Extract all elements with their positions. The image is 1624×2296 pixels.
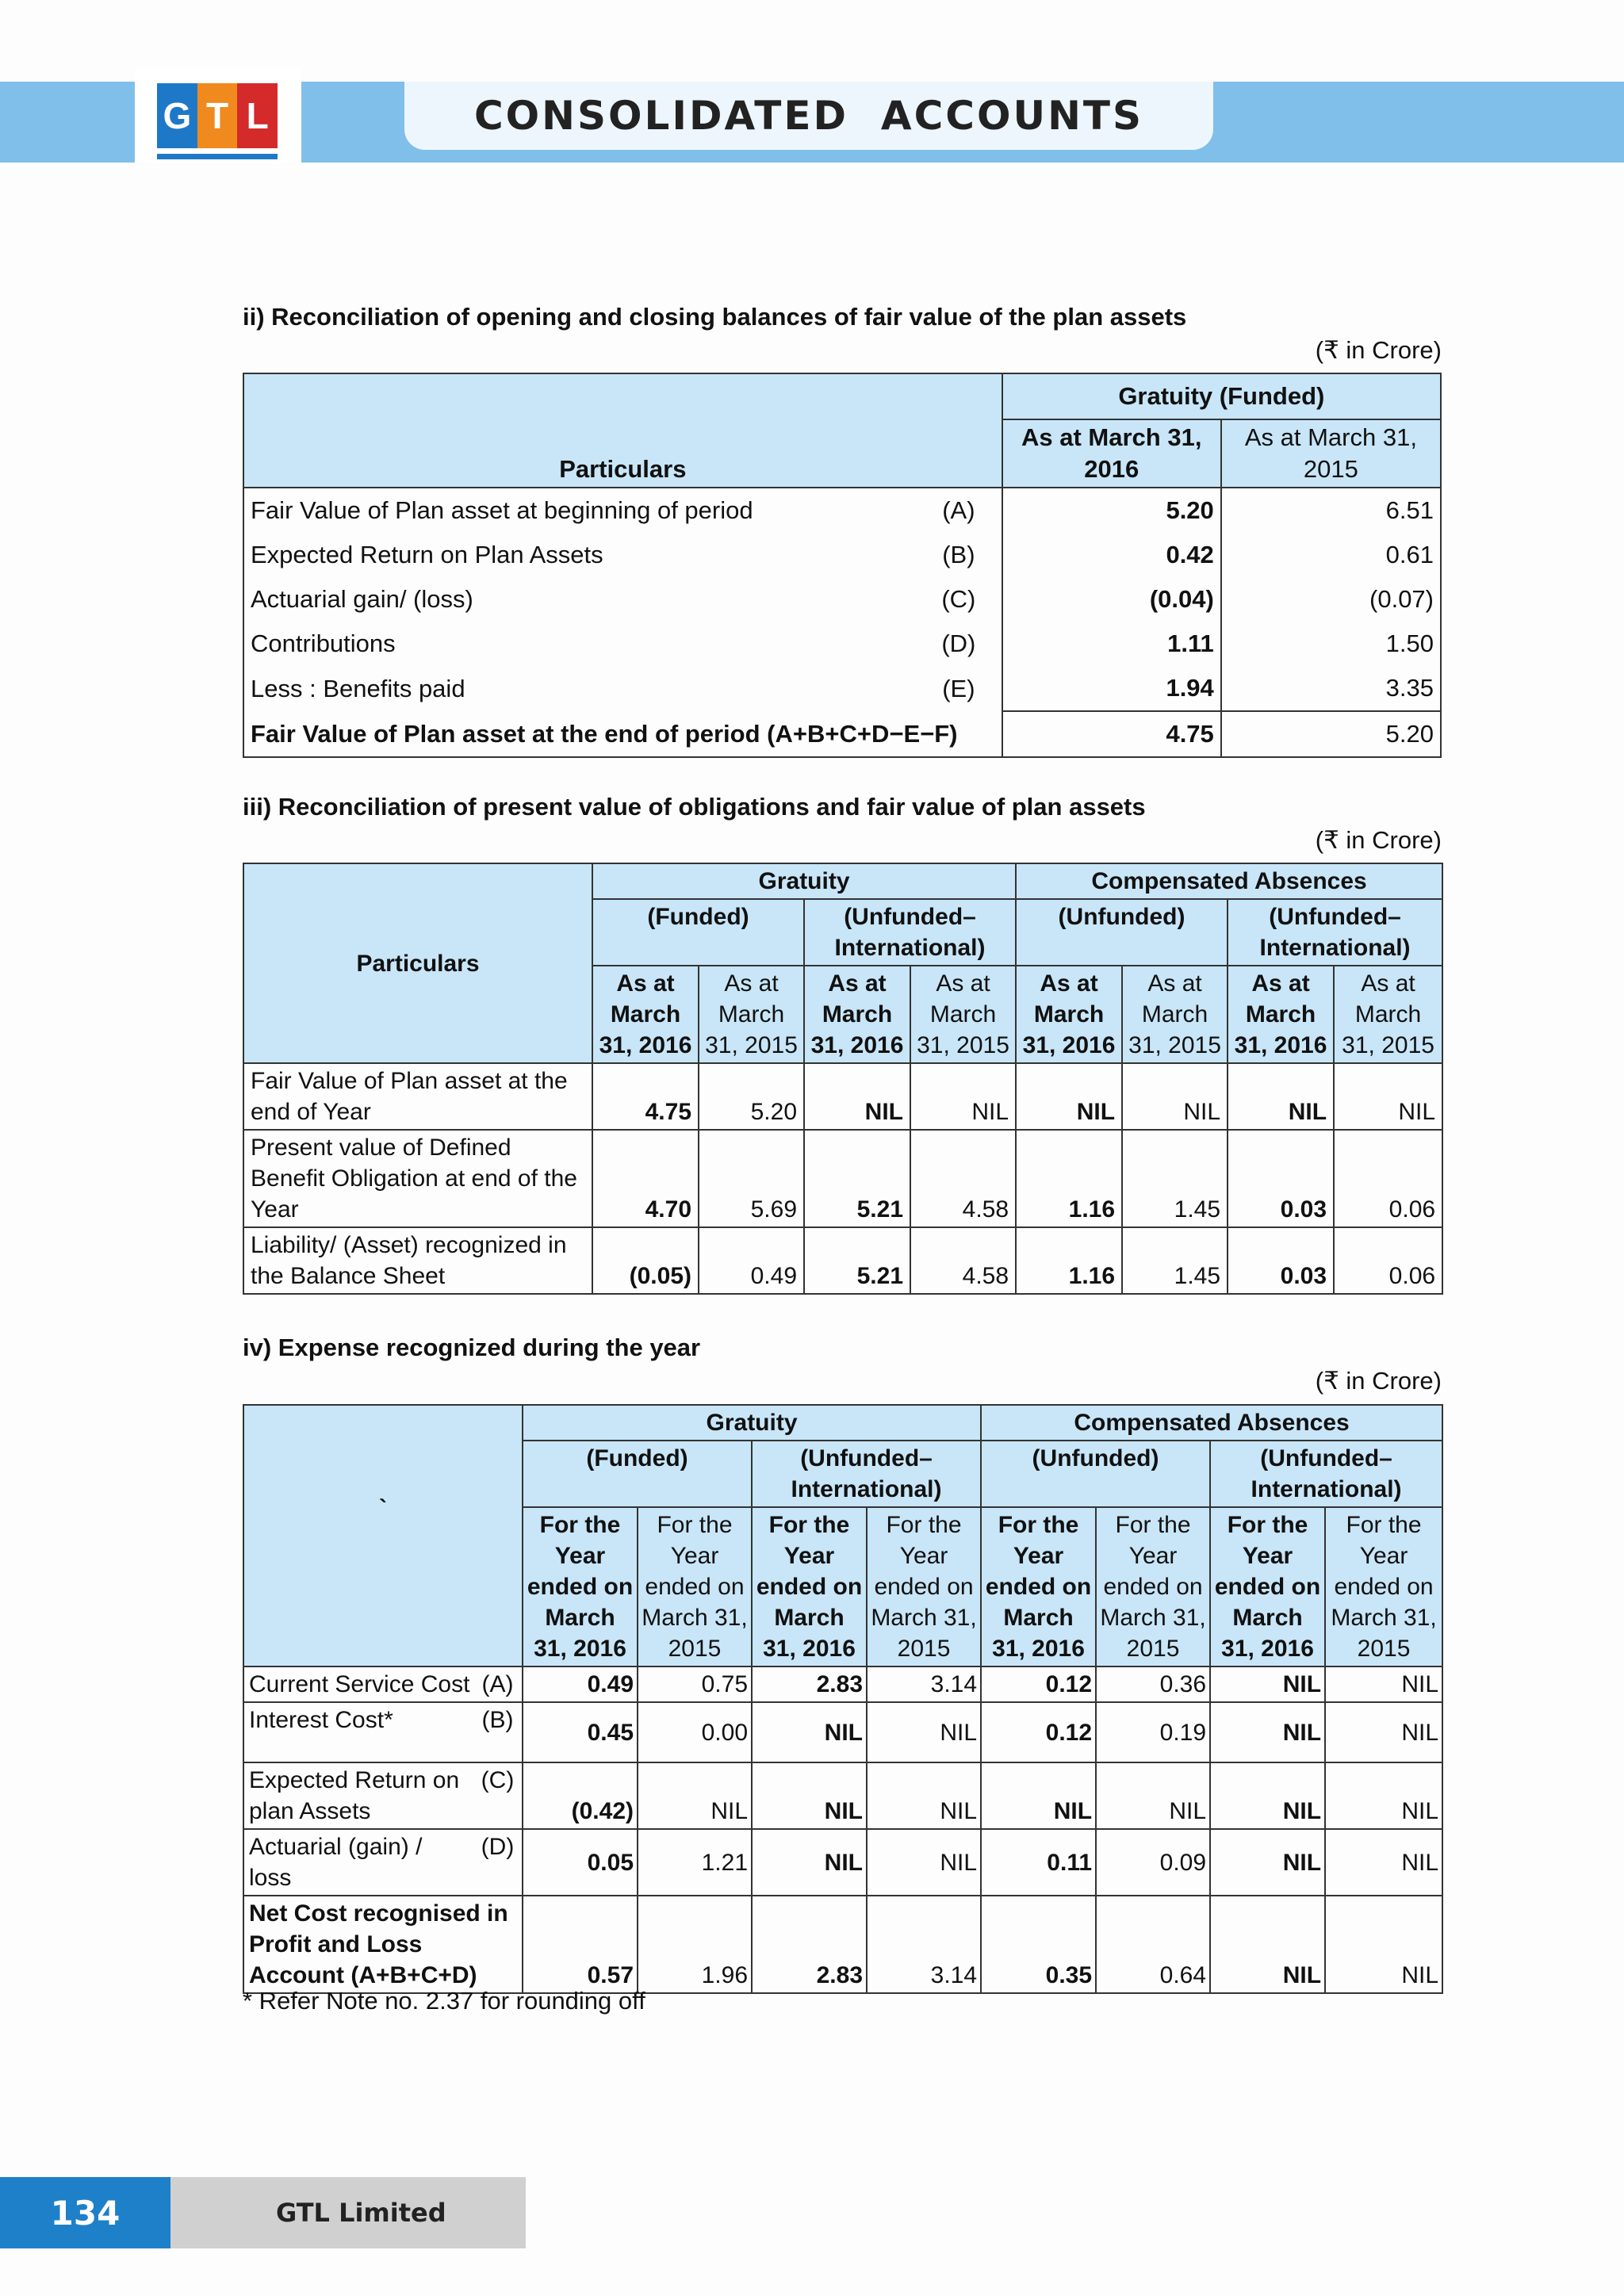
- cell-value: 0.06: [1334, 1227, 1442, 1294]
- cell-value: NIL: [1210, 1667, 1325, 1702]
- header-unfunded-international-2: (Unfunded– International): [1228, 899, 1442, 966]
- table-row: [243, 1063, 1442, 1130]
- header-unfunded-international: (Unfunded– International): [752, 1441, 981, 1507]
- row-code: (D): [473, 1829, 523, 1896]
- header-year-2016: For the Year ended on March 31, 2016: [523, 1507, 638, 1667]
- cell-value: NIL: [867, 1702, 981, 1762]
- table-row: [243, 533, 1441, 577]
- cell-value: NIL: [1325, 1702, 1442, 1762]
- footnote: * Refer Note no. 2.37 for rounding off: [243, 1987, 645, 2015]
- cell-value: (0.05): [592, 1227, 699, 1294]
- header-year-2016: For the Year ended on March 31, 2016: [1210, 1507, 1325, 1667]
- header-gratuity: Gratuity: [523, 1405, 981, 1441]
- table-row: [243, 1667, 1442, 1702]
- table-row: [243, 1702, 1442, 1762]
- header-unfunded-international-2: (Unfunded– International): [1210, 1441, 1442, 1507]
- cell-value: NIL: [1122, 1063, 1228, 1130]
- table-row: [243, 1829, 1442, 1896]
- obligations-reconciliation-table: [243, 863, 1443, 1295]
- cell-value: NIL: [1325, 1896, 1442, 1993]
- cell-value: 0.19: [1096, 1702, 1210, 1762]
- cell-value: 0.64: [1096, 1896, 1210, 1993]
- cell-value: NIL: [867, 1829, 981, 1896]
- header-col-2016: As at March 31, 2016: [1002, 419, 1221, 488]
- row-label: Fair Value of Plan asset at beginning of period: [243, 488, 916, 533]
- row-label: Less : Benefits paid: [243, 666, 916, 711]
- value-2016: 1.11: [1002, 622, 1221, 666]
- cell-value: NIL: [804, 1063, 910, 1130]
- header-as-at-2015: As at March 31, 2015: [699, 966, 804, 1063]
- header-year-2015: For the Year ended on March 31, 2015: [1325, 1507, 1442, 1667]
- cell-value: 1.16: [1016, 1130, 1122, 1227]
- total-label: Fair Value of Plan asset at the end of period (A+B+C+D−E−F): [243, 711, 1002, 757]
- header-unfunded: (Unfunded): [1016, 899, 1228, 966]
- cell-value: 0.03: [1228, 1227, 1334, 1294]
- header-as-at-2015: As at March 31, 2015: [1122, 966, 1228, 1063]
- logo-letter-l: L: [237, 83, 278, 148]
- value-2016: (0.04): [1002, 577, 1221, 622]
- cell-value: 0.11: [981, 1829, 1096, 1896]
- plan-assets-reconciliation-table: [243, 373, 1442, 758]
- value-2015: 3.35: [1221, 666, 1441, 711]
- table-row: [243, 1227, 1442, 1294]
- header-gratuity-funded: Gratuity (Funded): [1002, 373, 1441, 419]
- header-particulars: Particulars: [243, 863, 592, 1063]
- row-code: (C): [916, 577, 1002, 622]
- cell-value: 5.69: [699, 1130, 804, 1227]
- cell-value: NIL: [1210, 1896, 1325, 1993]
- cell-value: NIL: [752, 1829, 867, 1896]
- value-2016: 5.20: [1002, 488, 1221, 533]
- header-year-2015: For the Year ended on March 31, 2015: [867, 1507, 981, 1667]
- header-funded: (Funded): [592, 899, 804, 966]
- row-label: Fair Value of Plan asset at the end of Year: [243, 1063, 592, 1130]
- row-label: Actuarial gain/ (loss): [243, 577, 916, 622]
- total-label: Net Cost recognised in Profit and Loss Account (A+B+C+D): [243, 1896, 523, 1993]
- cell-value: 0.45: [523, 1702, 638, 1762]
- header-year-2016: For the Year ended on March 31, 2016: [752, 1507, 867, 1667]
- cell-value: 4.75: [592, 1063, 699, 1130]
- cell-value: 3.14: [867, 1667, 981, 1702]
- header-particulars: Particulars: [243, 373, 1002, 488]
- cell-value: NIL: [1325, 1829, 1442, 1896]
- value-2016: 1.94: [1002, 666, 1221, 711]
- row-code: (B): [473, 1702, 523, 1762]
- cell-value: 1.45: [1122, 1130, 1228, 1227]
- row-code: (A): [916, 488, 1002, 533]
- total-2016: 4.75: [1002, 711, 1221, 757]
- section-iv-unit: (₹ in Crore): [1315, 1367, 1442, 1395]
- logo-underline: [157, 154, 278, 159]
- cell-value: 0.36: [1096, 1667, 1210, 1702]
- row-label: Current Service Cost: [243, 1667, 473, 1702]
- cell-value: 0.57: [523, 1896, 638, 1993]
- total-row: [243, 1896, 1442, 1993]
- cell-value: NIL: [1016, 1063, 1122, 1130]
- header-year-2015: For the Year ended on March 31, 2015: [638, 1507, 752, 1667]
- cell-value: 0.49: [699, 1227, 804, 1294]
- cell-value: NIL: [1325, 1762, 1442, 1829]
- row-code: (A): [473, 1667, 523, 1702]
- cell-value: NIL: [910, 1063, 1016, 1130]
- cell-value: NIL: [1210, 1762, 1325, 1829]
- cell-value: NIL: [1325, 1667, 1442, 1702]
- cell-value: 0.05: [523, 1829, 638, 1896]
- header-funded: (Funded): [523, 1441, 752, 1507]
- cell-value: NIL: [1210, 1702, 1325, 1762]
- header-band-left: [0, 82, 135, 163]
- header-as-at-2016: As at March 31, 2016: [1016, 966, 1122, 1063]
- value-2015: 1.50: [1221, 622, 1441, 666]
- header-as-at-2015: As at March 31, 2015: [1334, 966, 1442, 1063]
- expense-recognized-table: [243, 1404, 1443, 1994]
- cell-value: NIL: [867, 1762, 981, 1829]
- cell-value: 0.00: [638, 1702, 752, 1762]
- cell-value: 5.20: [699, 1063, 804, 1130]
- value-2016: 0.42: [1002, 533, 1221, 577]
- header-as-at-2015: As at March 31, 2015: [910, 966, 1016, 1063]
- cell-value: 1.96: [638, 1896, 752, 1993]
- table-row: [243, 577, 1441, 622]
- page-title-tab: [404, 82, 1213, 150]
- cell-value: 4.70: [592, 1130, 699, 1227]
- header-col-2015: As at March 31, 2015: [1221, 419, 1441, 488]
- cell-value: 1.21: [638, 1829, 752, 1896]
- page-title: CONSOLIDATED ACCOUNTS: [473, 93, 1144, 139]
- header-unfunded-international: (Unfunded– International): [804, 899, 1016, 966]
- cell-value: 0.12: [981, 1667, 1096, 1702]
- header-as-at-2016: As at March 31, 2016: [804, 966, 910, 1063]
- cell-value: 0.75: [638, 1667, 752, 1702]
- cell-value: 1.16: [1016, 1227, 1122, 1294]
- row-code: (B): [916, 533, 1002, 577]
- cell-value: NIL: [1096, 1762, 1210, 1829]
- table-row: [243, 1130, 1442, 1227]
- header-particulars: `: [243, 1405, 523, 1667]
- cell-value: 0.03: [1228, 1130, 1334, 1227]
- gtl-logo: [157, 83, 278, 148]
- cell-value: NIL: [1210, 1829, 1325, 1896]
- table-row: [243, 666, 1441, 711]
- page-number: 134: [0, 2177, 170, 2248]
- header-compensated-absences: Compensated Absences: [1016, 863, 1442, 899]
- cell-value: NIL: [752, 1762, 867, 1829]
- section-iv-title: iv) Expense recognized during the year: [243, 1334, 701, 1361]
- total-row: [243, 711, 1441, 757]
- row-label: Liability/ (Asset) recognized in the Balance Sheet: [243, 1227, 592, 1294]
- table-row: [243, 488, 1441, 533]
- header-as-at-2016: As at March 31, 2016: [592, 966, 699, 1063]
- cell-value: 0.49: [523, 1667, 638, 1702]
- cell-value: 0.06: [1334, 1130, 1442, 1227]
- header-as-at-2016: As at March 31, 2016: [1228, 966, 1334, 1063]
- row-label: Actuarial (gain) / loss: [243, 1829, 473, 1896]
- row-code: (E): [916, 666, 1002, 711]
- row-label: Present value of Defined Benefit Obligation at end of the Year: [243, 1130, 592, 1227]
- cell-value: 0.12: [981, 1702, 1096, 1762]
- header-gratuity: Gratuity: [592, 863, 1016, 899]
- section-iii-title: iii) Reconciliation of present value of obligations and fair value of plan assets: [243, 793, 1146, 821]
- row-code: (C): [473, 1762, 523, 1829]
- cell-value: NIL: [1334, 1063, 1442, 1130]
- cell-value: NIL: [1228, 1063, 1334, 1130]
- cell-value: (0.42): [523, 1762, 638, 1829]
- company-name: GTL Limited: [170, 2177, 526, 2248]
- header-year-2016: For the Year ended on March 31, 2016: [981, 1507, 1096, 1667]
- row-label: Contributions: [243, 622, 916, 666]
- cell-value: NIL: [981, 1762, 1096, 1829]
- value-2015: 6.51: [1221, 488, 1441, 533]
- cell-value: 4.58: [910, 1227, 1016, 1294]
- header-unfunded: (Unfunded): [981, 1441, 1210, 1507]
- cell-value: NIL: [752, 1702, 867, 1762]
- cell-value: 3.14: [867, 1896, 981, 1993]
- header-compensated-absences: Compensated Absences: [981, 1405, 1442, 1441]
- section-ii-title: ii) Reconciliation of opening and closing balances of fair value of the plan assets: [243, 303, 1187, 331]
- value-2015: 0.61: [1221, 533, 1441, 577]
- cell-value: NIL: [638, 1762, 752, 1829]
- table-row: [243, 622, 1441, 666]
- row-label: Expected Return on plan Assets: [243, 1762, 473, 1829]
- row-label: Expected Return on Plan Assets: [243, 533, 916, 577]
- cell-value: 1.45: [1122, 1227, 1228, 1294]
- cell-value: 0.35: [981, 1896, 1096, 1993]
- logo-letter-t: T: [197, 83, 238, 148]
- section-ii-unit: (₹ in Crore): [1315, 336, 1442, 364]
- value-2015: (0.07): [1221, 577, 1441, 622]
- cell-value: 2.83: [752, 1667, 867, 1702]
- cell-value: 4.58: [910, 1130, 1016, 1227]
- total-2015: 5.20: [1221, 711, 1441, 757]
- logo-letter-g: G: [157, 83, 197, 148]
- row-code: (D): [916, 622, 1002, 666]
- header-year-2015: For the Year ended on March 31, 2015: [1096, 1507, 1210, 1667]
- cell-value: 5.21: [804, 1130, 910, 1227]
- cell-value: 0.09: [1096, 1829, 1210, 1896]
- section-iii-unit: (₹ in Crore): [1315, 826, 1442, 854]
- cell-value: 5.21: [804, 1227, 910, 1294]
- cell-value: 2.83: [752, 1896, 867, 1993]
- table-row: [243, 1762, 1442, 1829]
- row-label: Interest Cost*: [243, 1702, 473, 1762]
